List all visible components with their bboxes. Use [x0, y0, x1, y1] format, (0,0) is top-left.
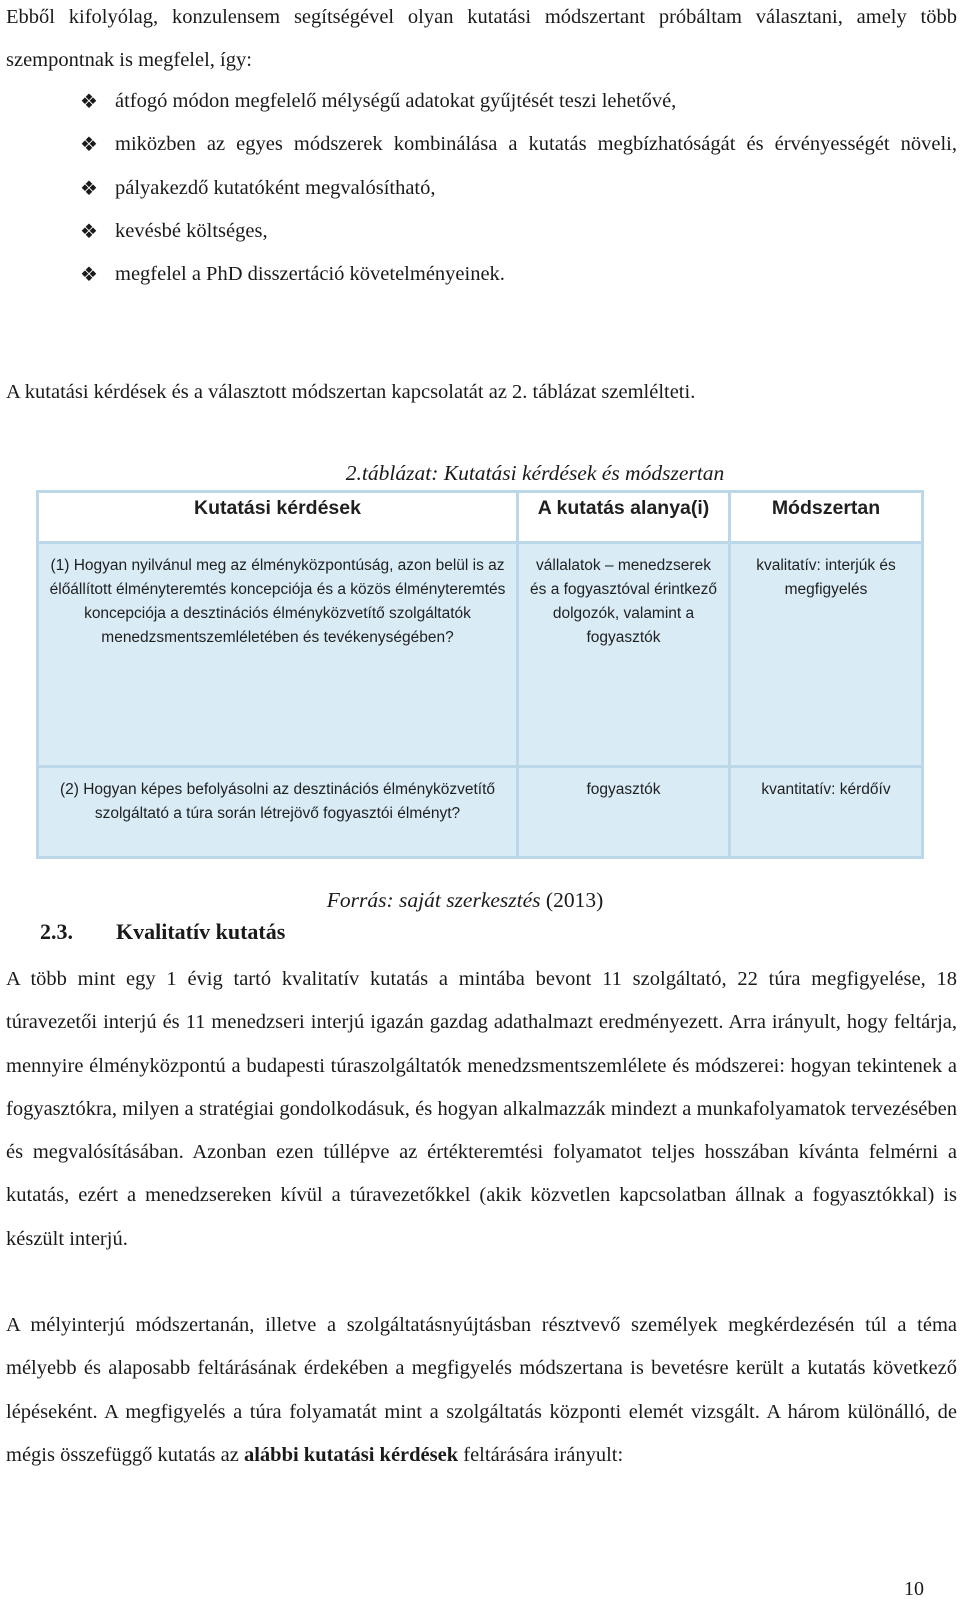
diamond-bullet-icon: ❖	[80, 132, 98, 157]
table-row-1-subjects: vállalatok – menedzserek és a fogyasztóval érintkező dolgozók, valamint a fogyasztók	[516, 541, 731, 768]
table-row-2-subjects: fogyasztók	[516, 765, 731, 859]
table-row-1-question: (1) Hogyan nyilvánul meg az élményközpontúság, azon belül is az élőállított élményteremtés koncepciója és a közös élményteremtés koncepciója a desztinációs élményközvetítő szolgáltatók menedzsmentszemléletében és tevékenységében?	[36, 541, 519, 768]
intro-paragraph: Ebből kifolyólag, konzulensem segítségével olyan kutatási módszertant próbáltam választani, amely több szempontnak is megfelel, így:	[6, 6, 957, 72]
list-item: ❖ miközben az egyes módszerek kombinálása a kutatás megbízhatóságát és érvényességét növeli,	[80, 123, 957, 166]
table-source	[0, 887, 930, 913]
diamond-bullet-icon: ❖	[80, 89, 98, 113]
source-year: (2013)	[545, 888, 604, 912]
list-item: ❖ átfogó módon megfelelő mélységű adatokat gyűjtését teszi lehetővé,	[80, 80, 957, 123]
table-row-2-method: kvantitatív: kérdőív	[728, 765, 924, 859]
table-caption: 2.táblázat: Kutatási kérdések és módszertan	[345, 461, 725, 485]
section-number: 2.3.	[40, 919, 73, 944]
page-number: 10	[904, 1578, 924, 1600]
table-header-method: Módszertan	[728, 490, 924, 538]
body-paragraph: A több mint egy 1 évig tartó kvalitatív kutatás a mintába bevont 11 szolgáltató, 22 túra megfigyelése, 18 túravezetői interjú és 11 menedzseri interjú igazán gazdag adathalmazt eredményezett. Arra irányult, hogy feltárja, mennyire élményközpontú a budapesti túraszolgáltatók menedzsmentszemlélete és módszerei: hogyan tekintenek a fogyasztókra, milyen a stratégiai gondolkodásuk, és hogyan alkalmazzák mindezt a munkafolyamatok tervezésében és megvalósításában. Azonban ezen túllépve az értékteremtési folyamatot teljes hosszában kívánta felmérni a kutatás, ezért a menedzsereken kívül a túravezetőkkel (akik közvetlen kapcsolatban állnak a fogyasztókkal) is készült interjú.	[6, 968, 957, 1250]
diamond-bullet-icon: ❖	[80, 175, 98, 200]
section-title: Kvalitatív kutatás	[116, 919, 286, 944]
list-item: ❖ pályakezdő kutatóként megvalósítható,	[80, 167, 957, 210]
diamond-bullet-icon: ❖	[80, 218, 98, 243]
bullet-list	[80, 80, 957, 296]
table-intro-text: A kutatási kérdések és a választott módszertan kapcsolatát az 2. táblázat szemlélteti.	[6, 381, 696, 403]
bold-phrase: alábbi kutatási kérdések	[243, 1443, 459, 1466]
table-row-2-question: (2) Hogyan képes befolyásolni az desztinációs élményközvetítő szolgáltató a túra során létrejövő fogyasztói élményt?	[36, 765, 519, 859]
list-item: ❖ kevésbé költséges,	[80, 210, 957, 253]
methods-table	[36, 490, 924, 886]
section-heading	[40, 917, 285, 947]
table-header-questions: Kutatási kérdések	[36, 490, 519, 538]
diamond-bullet-icon: ❖	[80, 262, 98, 287]
source-label: Forrás: saját szerkesztés	[326, 888, 541, 912]
body-paragraph-last: A mélyinterjú módszertanán, illetve a szolgáltatásnyújtásban résztvevő személyek megkérdezésén túl a téma mélyebb és alaposabb feltárásának érdekében a megfigyelés módszertana is bevetésre került a kutatás következő lépéseként. A megfigyelés a túra folyamatát mint a szolgáltatás központi elemét vizsgált. A három különálló, de mégis összefüggő kutatás az alábbi kutatási kérdések feltárására irányult:	[6, 1314, 957, 1466]
table-header-subjects: A kutatás alanya(i)	[516, 490, 731, 538]
list-item: ❖ megfelel a PhD disszertáció követelményeinek.	[80, 253, 957, 296]
table-row-1-method: kvalitatív: interjúk és megfigyelés	[728, 541, 924, 768]
